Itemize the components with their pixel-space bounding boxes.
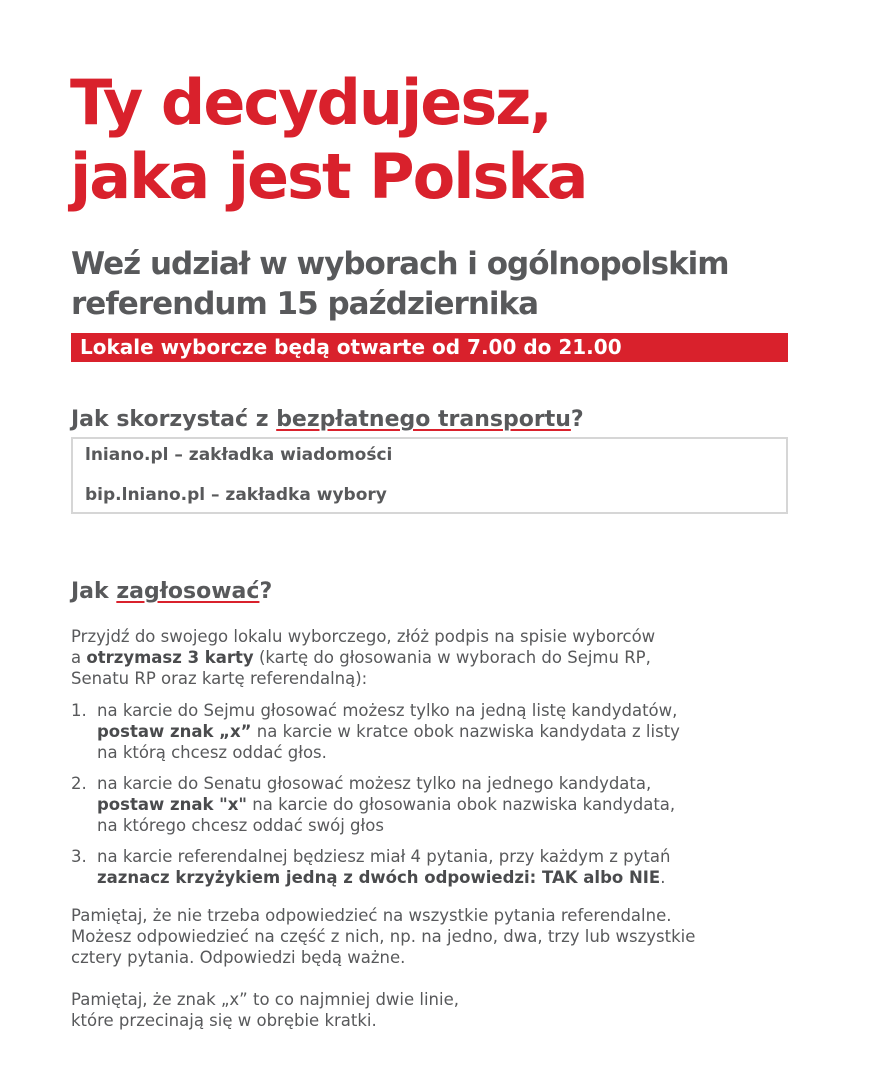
list-item-bold: zaznacz krzyżykiem jedną z dwóch odpowiedzi: TAK albo NIE [97, 868, 661, 887]
list-item-text: na karcie do Sejmu głosować możesz tylko na jedną listę kandydatów, [97, 701, 678, 720]
subheadline [71, 244, 729, 324]
list-item-text: na którą chcesz oddać głos. [97, 743, 327, 762]
list-item-text: na karcie referendalnej będziesz miał 4 pytania, przy każdym z pytań [97, 847, 671, 866]
list-item-text: na karcie do głosowania obok nazwiska kandydata, [247, 795, 676, 814]
list-item [71, 700, 801, 763]
reminder-paragraph-1 [71, 905, 801, 968]
headline-line-2: jaka jest Polska [70, 140, 587, 213]
transport-title-prefix: Jak skorzystać z [71, 407, 277, 432]
transport-links-box [71, 437, 788, 514]
transport-link-lniano[interactable]: lniano.pl – zakładka wiadomości [85, 445, 393, 465]
list-item-number: 3. [71, 847, 87, 866]
list-item [71, 773, 801, 836]
vote-intro-bold: otrzymasz 3 karty [86, 648, 254, 667]
transport-title-suffix: ? [570, 407, 584, 432]
vote-title-prefix: Jak [71, 579, 117, 604]
vote-intro-paragraph [71, 626, 801, 689]
list-item-text: na karcie w kratce obok nazwiska kandydata z listy [251, 722, 680, 741]
list-item-number: 2. [71, 774, 87, 793]
voting-steps-list [71, 700, 801, 898]
vote-intro-line-3: Senatu RP oraz kartę referendalną): [71, 669, 368, 688]
reminder-1-line-3: cztery pytania. Odpowiedzi będą ważne. [71, 948, 406, 967]
reminder-2-line-2: które przecinają się w obrębie kratki. [71, 1011, 377, 1030]
subheadline-line-1: Weź udział w wyborach i ogólnopolskim [71, 246, 729, 282]
transport-title-underlined: bezpłatnego transportu [276, 407, 571, 432]
list-item-bold: postaw znak „x” [97, 722, 252, 741]
reminder-1-line-1: Pamiętaj, że nie trzeba odpowiedzieć na wszystkie pytania referendalne. [71, 906, 672, 925]
reminder-paragraph-2 [71, 989, 801, 1031]
list-item-text: na którego chcesz oddać swój głos [97, 816, 384, 835]
headline [70, 66, 586, 214]
reminder-1-line-2: Możesz odpowiedzieć na część z nich, np. na jedno, dwa, trzy lub wszystkie [71, 927, 696, 946]
vote-title-underlined: zagłosować [116, 579, 260, 604]
reminder-2-line-1: Pamiętaj, że znak „x” to co najmniej dwie linie, [71, 990, 459, 1009]
list-item-bold: postaw znak "x" [97, 795, 248, 814]
list-item-number: 1. [71, 701, 87, 720]
vote-section-title [71, 578, 272, 606]
transport-section-title [71, 406, 584, 434]
vote-intro-line-2c: (kartę do głosowania w wyborach do Sejmu RP, [253, 648, 651, 667]
transport-link-bip-lniano[interactable]: bip.lniano.pl – zakładka wybory [85, 485, 387, 505]
vote-intro-line-2a: a [71, 648, 87, 667]
vote-intro-line-1: Przyjdź do swojego lokalu wyborczego, złóż podpis na spisie wyborców [71, 627, 656, 646]
list-item [71, 846, 801, 888]
opening-hours-banner: Lokale wyborcze będą otwarte od 7.00 do 21.00 [71, 333, 788, 362]
headline-line-1: Ty decydujesz, [70, 66, 551, 139]
list-item-text: . [660, 868, 666, 887]
subheadline-line-2: referendum 15 października [71, 286, 539, 322]
list-item-text: na karcie do Senatu głosować możesz tylko na jednego kandydata, [97, 774, 652, 793]
vote-title-suffix: ? [259, 579, 273, 604]
